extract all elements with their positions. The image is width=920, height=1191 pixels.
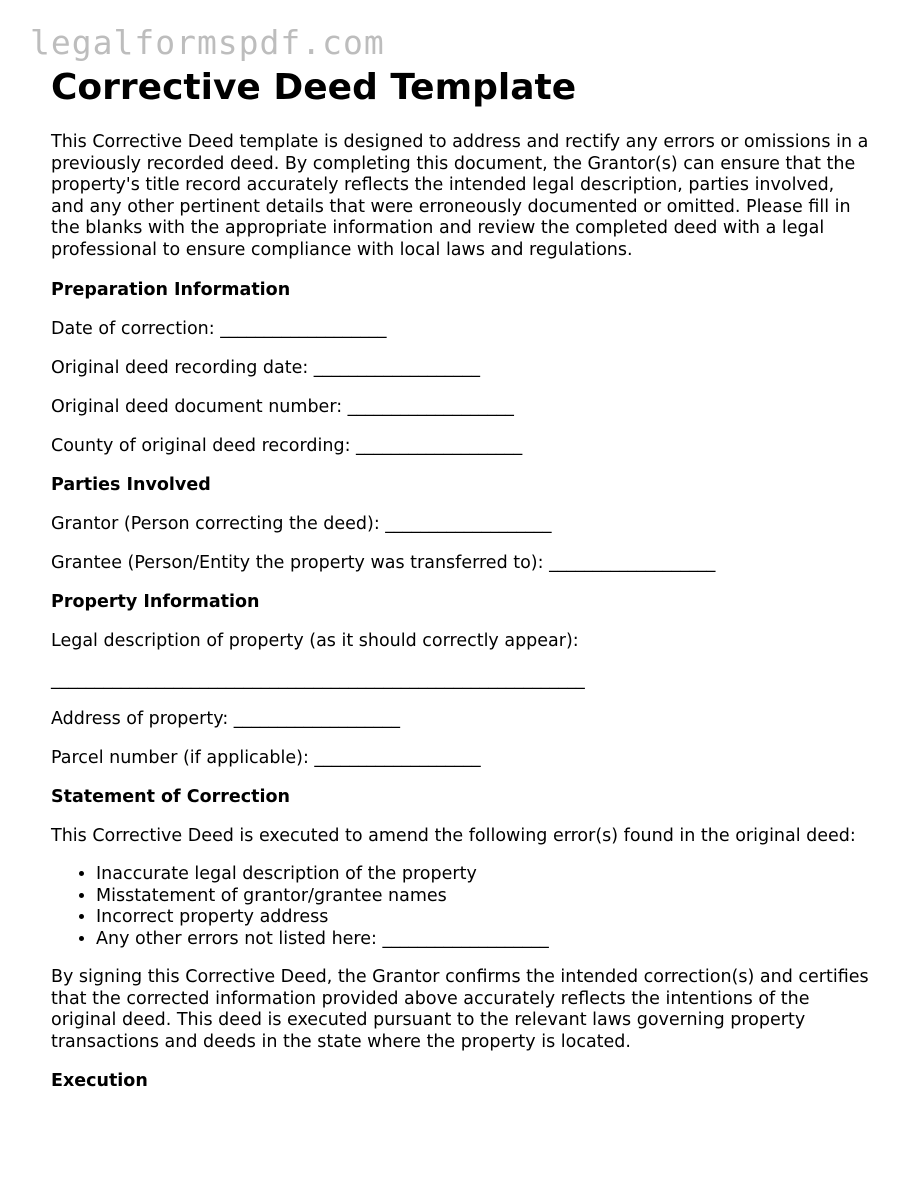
field-address: Address of property: ___________________ <box>51 709 401 729</box>
page-title: Corrective Deed Template <box>51 67 577 108</box>
document-page <box>51 66 871 1092</box>
field-grantee: Grantee (Person/Entity the property was transferred to): ___________________ <box>51 553 716 573</box>
correction-closing: By signing this Corrective Deed, the Grantor confirms the intended correction(s) and certifies that the corrected information provided above accurately reflects the intentions of the original deed. This deed is executed pursuant to the relevant laws governing property transactions and deeds in the state where the property is located. <box>51 967 869 1052</box>
field-legal-description-label: Legal description of property (as it should correctly appear): <box>51 631 579 651</box>
heading-property: Property Information <box>51 592 260 612</box>
intro-paragraph: This Corrective Deed template is designed to address and rectify any errors or omissions in a previously recorded deed. By completing this document, the Grantor(s) can ensure that the property's title record accurately reflects the intended legal description, parties involved, and any other pertinent details that were erroneously documented or omitted. Please fill in the blanks with the appropriate information and review the completed deed with a legal professional to ensure compliance with local laws and regulations. <box>51 132 869 260</box>
heading-parties: Parties Involved <box>51 475 211 495</box>
list-item: • Incorrect property address <box>96 907 871 929</box>
list-item: • Inaccurate legal description of the property <box>96 864 871 886</box>
field-grantor: Grantor (Person correcting the deed): ___________________ <box>51 514 552 534</box>
correction-intro: This Corrective Deed is executed to amend the following error(s) found in the original deed: <box>51 826 856 846</box>
list-item: • Any other errors not listed here: ___________________ <box>96 929 871 951</box>
error-list <box>51 864 871 950</box>
field-county: County of original deed recording: ___________________ <box>51 436 523 456</box>
watermark: legalformspdf.com <box>30 23 385 62</box>
field-original-document-number: Original deed document number: ___________________ <box>51 397 514 417</box>
heading-execution: Execution <box>51 1071 148 1091</box>
heading-preparation: Preparation Information <box>51 280 291 300</box>
heading-correction: Statement of Correction <box>51 787 290 807</box>
field-parcel: Parcel number (if applicable): ___________________ <box>51 748 481 768</box>
list-item: • Misstatement of grantor/grantee names <box>96 886 871 908</box>
field-legal-description-line: _____________________________________________________________ <box>51 670 585 690</box>
field-date-of-correction: Date of correction: ___________________ <box>51 319 387 339</box>
field-original-recording-date: Original deed recording date: ___________________ <box>51 358 481 378</box>
